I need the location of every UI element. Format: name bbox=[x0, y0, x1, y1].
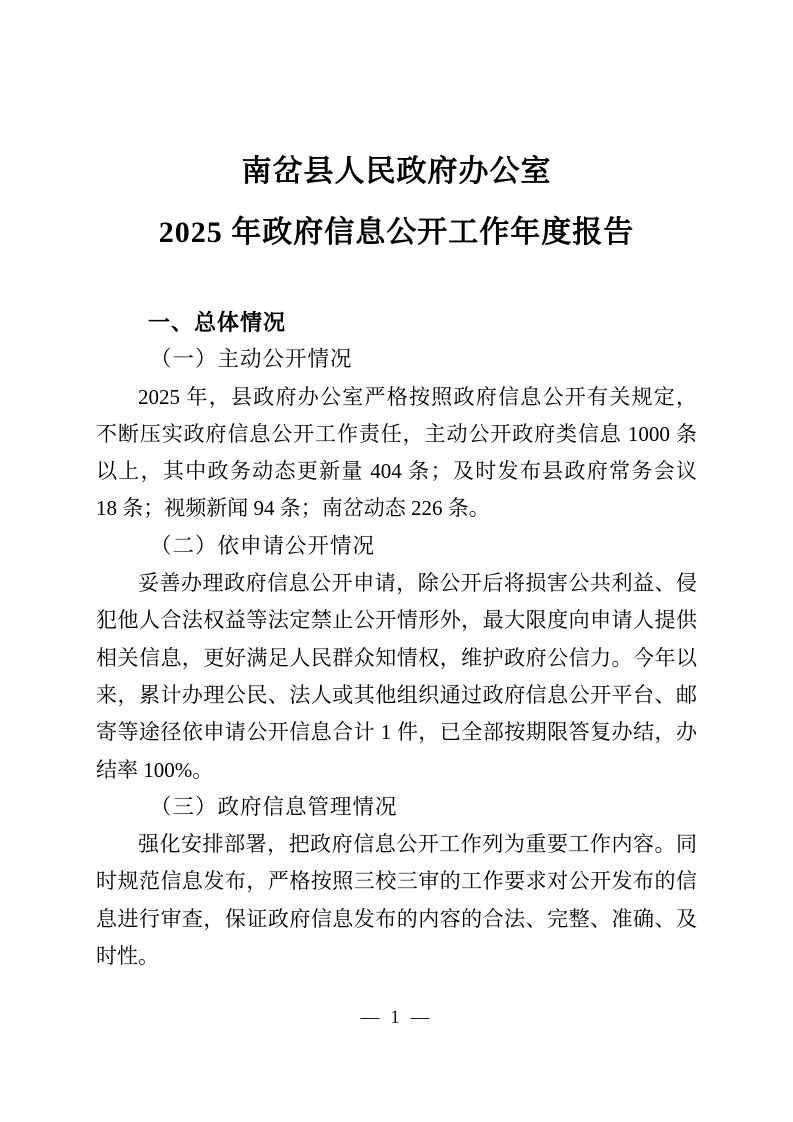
paragraph-line: 相关信息，更好满足人民群众知情权，维护政府公信力。今年以 bbox=[96, 645, 697, 670]
page-number: — 1 — bbox=[360, 1007, 433, 1028]
paragraph-line: 时规范信息发布，严格按照三校三审的工作要求对公开发布的信 bbox=[96, 869, 697, 894]
paragraph-line: 18 条；视频新闻 94 条；南岔动态 226 条。 bbox=[96, 496, 490, 521]
paragraph-line: 犯他人合法权益等法定禁止公开情形外，最大限度向申请人提供 bbox=[96, 608, 697, 633]
subsection-heading: （二）依申请公开情况 bbox=[150, 533, 376, 558]
paragraph-line: 息进行审查，保证政府信息发布的内容的合法、完整、准确、及 bbox=[96, 906, 697, 931]
paragraph-line: 寄等途径依申请公开信息合计 1 件，已全部按期限答复办结，办 bbox=[96, 720, 697, 745]
paragraph-line: 以上，其中政务动态更新量 404 条；及时发布县政府常务会议 bbox=[96, 459, 697, 484]
paragraph-line: 妥善办理政府信息公开申请，除公开后将损害公共利益、侵 bbox=[138, 571, 697, 596]
paragraph-line: 来，累计办理公民、法人或其他组织通过政府信息公开平台、邮 bbox=[96, 682, 697, 707]
document-body bbox=[96, 304, 697, 975]
paragraph-line: 强化安排部署，把政府信息公开工作列为重要工作内容。同 bbox=[138, 832, 697, 857]
document-title-line-2: 2025 年政府信息公开工作年度报告 bbox=[158, 216, 635, 249]
paragraph-line: 结率 100%。 bbox=[96, 757, 214, 782]
paragraph-line: 2025 年，县政府办公室严格按照政府信息公开有关规定， bbox=[138, 384, 697, 409]
subsection-heading: （三）政府信息管理情况 bbox=[150, 794, 398, 819]
paragraph-line: 时性。 bbox=[96, 944, 159, 969]
subsection-heading: （一）主动公开情况 bbox=[150, 347, 353, 372]
section-heading: 一、总体情况 bbox=[148, 310, 287, 335]
paragraph-line: 不断压实政府信息公开工作责任，主动公开政府类信息 1000 条 bbox=[96, 421, 697, 446]
document-title-line-1: 南岔县人民政府办公室 bbox=[241, 155, 552, 188]
